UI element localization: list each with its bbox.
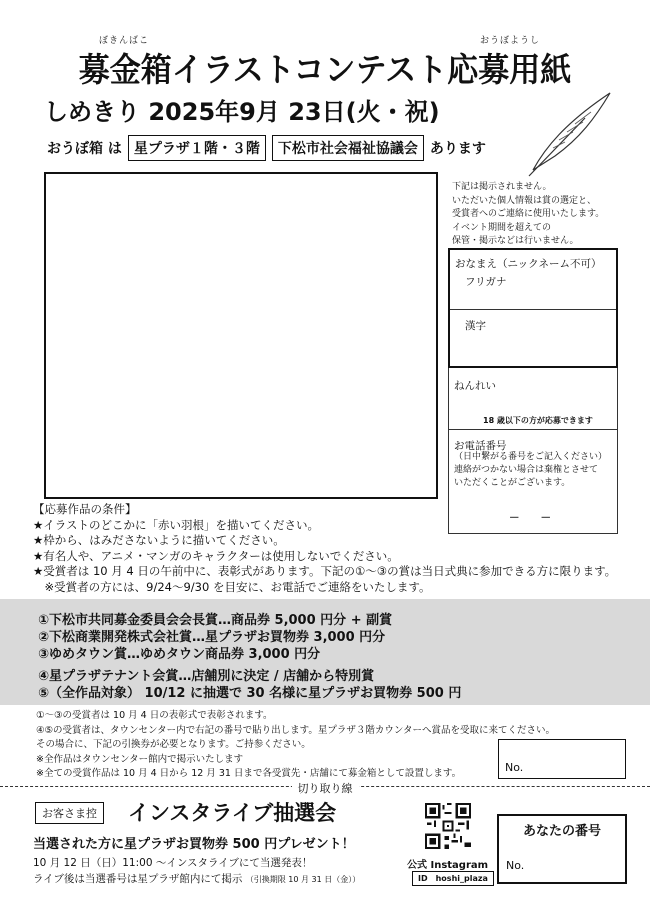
phone-label: お電話番号 xyxy=(454,440,507,452)
prize-list xyxy=(0,599,650,705)
info-line-small: （引換期限 10 月 31 日（金）） xyxy=(245,875,361,884)
privacy-line: 受賞者へのご連絡に使用いたします。 xyxy=(452,209,605,219)
feather-icon xyxy=(525,88,615,178)
ruby-oubo-youshi: おうぼようし xyxy=(480,36,541,46)
note-line: ①～③の受賞者は 10 月 4 日の表彰式で表彰されます。 xyxy=(36,710,273,721)
notes xyxy=(36,709,555,782)
venue-prefix: おうぼ箱 は xyxy=(47,141,122,157)
furigana-label: フリガナ xyxy=(465,276,507,288)
condition-heading: 【応募作品の条件】 xyxy=(33,502,137,516)
privacy-notes xyxy=(452,181,632,249)
your-number-box[interactable] xyxy=(497,814,627,884)
page-title: 募金箱イラストコンテスト応募用紙 xyxy=(78,51,572,90)
note-line: その場合に、下記の引換券が必要となります。ご持参ください。 xyxy=(36,739,311,750)
prize-item: ⑤（全作品対象） 10/12 に抽選で 30 名様に星プラザお買物券 500 円 xyxy=(38,686,462,701)
entry-form xyxy=(448,248,618,534)
condition-item: ★枠から、はみださないように描いてください。 xyxy=(33,533,285,547)
your-number-title: あなたの番号 xyxy=(522,824,601,839)
stub-info xyxy=(33,855,360,888)
prize-item: ③ゆめタウン賞…ゆめタウン商品券 3,000 円分 xyxy=(38,647,321,662)
venue-suffix: あります xyxy=(429,141,486,157)
customer-copy-label: お客さま控 xyxy=(35,802,104,824)
kanji-label: 漢字 xyxy=(465,320,486,332)
info-line-main: ライブ後は当選番号は星プラザ館内にて掲示 xyxy=(33,873,243,885)
privacy-line: イベント期間を超えての xyxy=(452,222,552,233)
privacy-line: 下記は掲示されません。 xyxy=(452,182,552,192)
venue-place-1: 星プラザ１階・３階 xyxy=(128,135,266,161)
name-block xyxy=(448,248,618,368)
qr-code-icon[interactable] xyxy=(425,803,471,849)
info-line xyxy=(33,871,360,888)
condition-item: ★受賞者は 10 月 4 日の午前中に、表彰式があります。下記の①～③の賞は当日式典に参加できる方に限ります。 xyxy=(33,564,617,578)
privacy-line: 保管・掲示などは行いません。 xyxy=(452,236,579,246)
age-note: 18 歳以下の方が応募できます xyxy=(483,416,593,425)
prize-item: ①下松市共同募金委員会会長賞…商品券 5,000 円分 + 副賞 xyxy=(38,613,393,628)
phone-note-line: 連絡がつかない場合は棄権とさせて xyxy=(454,465,599,475)
condition-item: ★有名人や、アニメ・マンガのキャラクターは使用しないでください。 xyxy=(33,548,399,563)
note-line: ※全作品はタウンセンター館内で掲示いたします xyxy=(36,753,244,765)
cut-line-label-wrap xyxy=(0,777,650,796)
phone-note-line: いただくことがございます。 xyxy=(454,478,571,488)
privacy-line: いただいた個人情報は賞の選定と、 xyxy=(452,195,597,206)
venue-line xyxy=(47,135,486,161)
entry-number-box[interactable] xyxy=(498,739,626,779)
instagram-label: 公式 Instagram xyxy=(407,860,489,871)
phone-note-line: （日中繋がる番号をご記入ください） xyxy=(454,452,608,462)
prize-item: ②下松商業開発株式会社賞…星プラザお買物券 3,000 円分 xyxy=(38,630,386,645)
condition-item: ★イラストのどこかに「赤い羽根」を描いてください。 xyxy=(33,517,319,532)
note-line: ④⑤の受賞者は、タウンセンター内で右記の番号で貼り出します。星プラザ３階カウンターへ賞品を受取に来てください。 xyxy=(36,724,556,736)
insta-title: インスタライブ抽選会 xyxy=(128,801,337,825)
name-label: おなまえ（ニックネーム不可） xyxy=(455,258,602,270)
deadline: しめきり 2025年9月 23日(火・祝) xyxy=(44,98,440,126)
cut-line-label: 切り取り線 xyxy=(292,782,359,795)
drawing-area[interactable] xyxy=(44,172,438,499)
venue-place-2: 下松市社会福祉協議会 xyxy=(272,135,424,161)
your-number-no: No. xyxy=(506,859,525,872)
entry-number-label: No. xyxy=(505,761,524,774)
ruby-bokinbako: ぼきんばこ xyxy=(99,36,150,46)
conditions xyxy=(33,502,616,595)
age-block xyxy=(448,368,618,430)
age-label: ねんれい xyxy=(454,380,496,392)
phone-dashes: － － xyxy=(509,512,551,524)
info-line: 10 月 12 日（日）11:00 ～インスタライブにて当選発表！ xyxy=(33,857,313,869)
present-text: 当選された方に星プラザお買物券 500 円プレゼント！ xyxy=(33,837,355,852)
note-line: ※全ての受賞作品は 10 月 4 日から 12 月 31 日まで各受賞先・店舗にて募金箱として設置します。 xyxy=(36,768,462,779)
age-input[interactable] xyxy=(449,368,617,429)
condition-item: ※受賞者の方には、9/24～9/30 を目安に、お電話でご連絡をいたします。 xyxy=(33,579,431,594)
name-input[interactable] xyxy=(450,250,616,366)
prize-item: ④星プラザテナント会賞…店舗別に決定 / 店舗から特別賞 xyxy=(38,669,375,684)
instagram-id[interactable]: ID hoshi_plaza xyxy=(412,871,494,886)
